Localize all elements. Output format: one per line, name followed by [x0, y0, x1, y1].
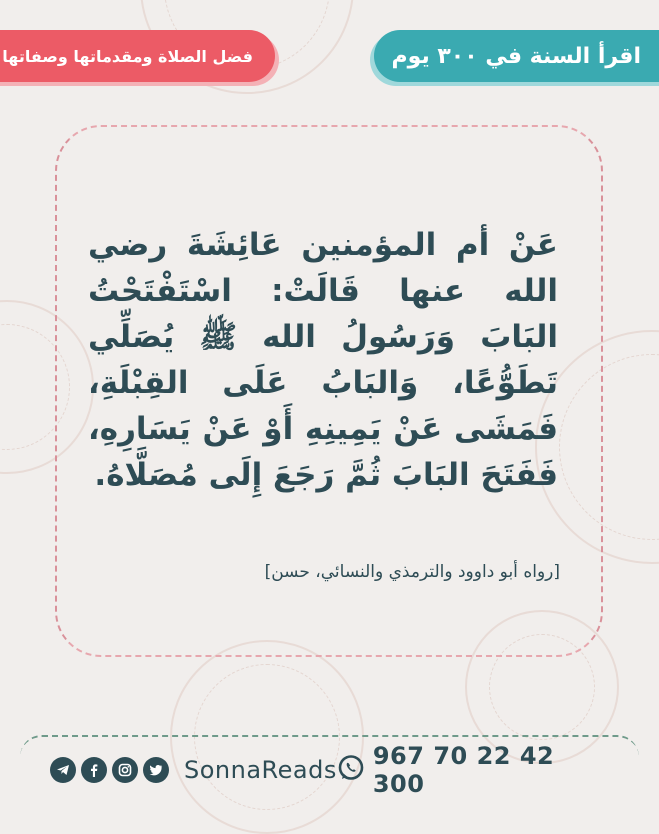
topic-title: فضل الصلاة ومقدماتها وصفاتها — [2, 46, 253, 66]
hadith-text: عَنْ أم المؤمنين عَائِشَةَ رضي الله عنها قَالَتْ: اسْتَفْتَحْتُ البَابَ وَرَسُولُ الله ﷺ يُصَلِّي تَطَوُّعًا، وَالبَابُ عَلَى القِبْلَةِ، فَمَشَى عَنْ يَمِينِهِ أَوْ عَنْ يَسَارِهِ، فَفَتَحَ البَابَ ثُمَّ رَجَعَ إِلَى مُصَلَّاهُ. — [88, 227, 558, 493]
topic-banner — [0, 30, 275, 82]
series-title-banner — [374, 30, 659, 82]
contact-phone — [337, 742, 609, 798]
twitter-icon[interactable] — [143, 757, 169, 783]
facebook-icon[interactable] — [81, 757, 107, 783]
hadith-source: [رواه أبو داوود والترمذي والنسائي، حسن] — [264, 562, 560, 582]
instagram-icon[interactable] — [112, 757, 138, 783]
social-handle[interactable]: SonnaReads — [184, 756, 337, 784]
footer — [50, 742, 609, 798]
whatsapp-icon[interactable] — [337, 754, 365, 786]
social-links — [50, 756, 337, 784]
phone-number[interactable]: 967 70 22 42 300 — [372, 742, 555, 798]
series-title: اقرأ السنة في ٣٠٠ يوم — [391, 43, 641, 69]
telegram-icon[interactable] — [50, 757, 76, 783]
